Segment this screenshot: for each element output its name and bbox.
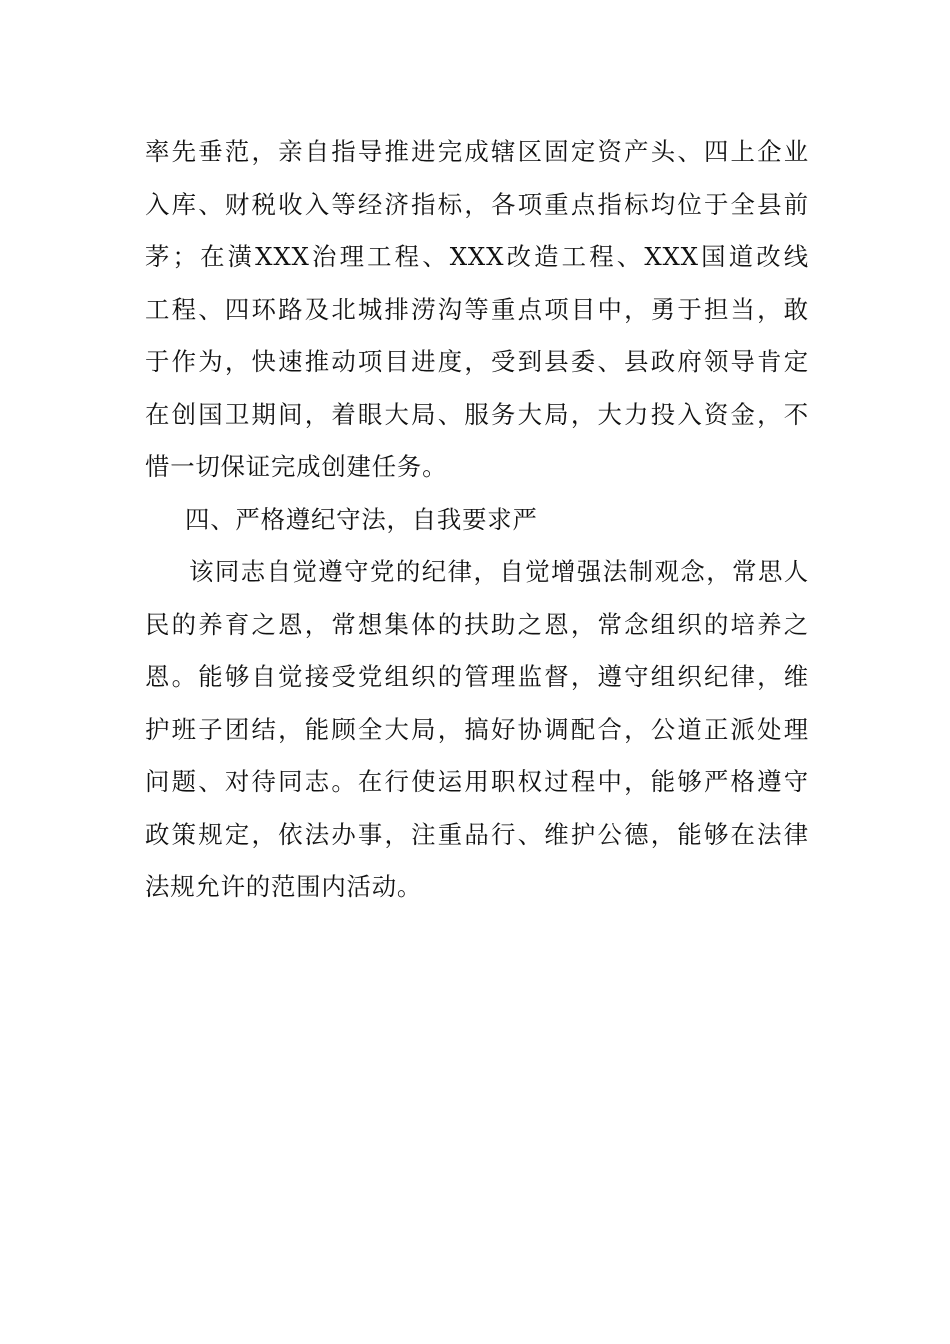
text-line: 政策规定，依法办事，注重品行、维护公德，能够在法律 — [145, 819, 809, 849]
text-line: 在创国卫期间，着眼大局、服务大局，大力投入资金，不 — [145, 399, 809, 429]
text-line: 问题、对待同志。在行使运用职权过程中，能够严格遵守 — [145, 767, 809, 796]
text-line: 率先垂范，亲自指导推进完成辖区固定资产头、四上企业 — [145, 137, 809, 166]
text-line: 入库、财税收入等经济指标，各项重点指标均位于全县前 — [145, 189, 809, 219]
text-line: 工程、四环路及北城排涝沟等重点项目中，勇于担当，敢 — [145, 294, 809, 324]
text-line: 民的养育之恩，常想集体的扶助之恩，常念组织的培养之 — [145, 609, 809, 639]
text-line: 护班子团结，能顾全大局，搞好协调配合，公道正派处理 — [145, 714, 809, 744]
document-body — [145, 126, 809, 914]
text-line: 法规允许的范围内活动。 — [145, 872, 423, 901]
text-line: 于作为，快速推动项目进度，受到县委、县政府领导肯定 — [145, 347, 809, 376]
text-line: 茅；在潢XXX治理工程、XXX改造工程、XXX国道改线 — [145, 242, 809, 271]
text-line: 惜一切保证完成创建任务。 — [145, 452, 448, 481]
text-line: 恩。能够自觉接受党组织的管理监督，遵守组织纪律，维 — [145, 662, 809, 691]
text-line: 该同志自觉遵守党的纪律，自觉增强法制观念，常思人 — [189, 557, 809, 586]
section-heading: 四、严格遵纪守法，自我要求严 — [185, 504, 538, 534]
